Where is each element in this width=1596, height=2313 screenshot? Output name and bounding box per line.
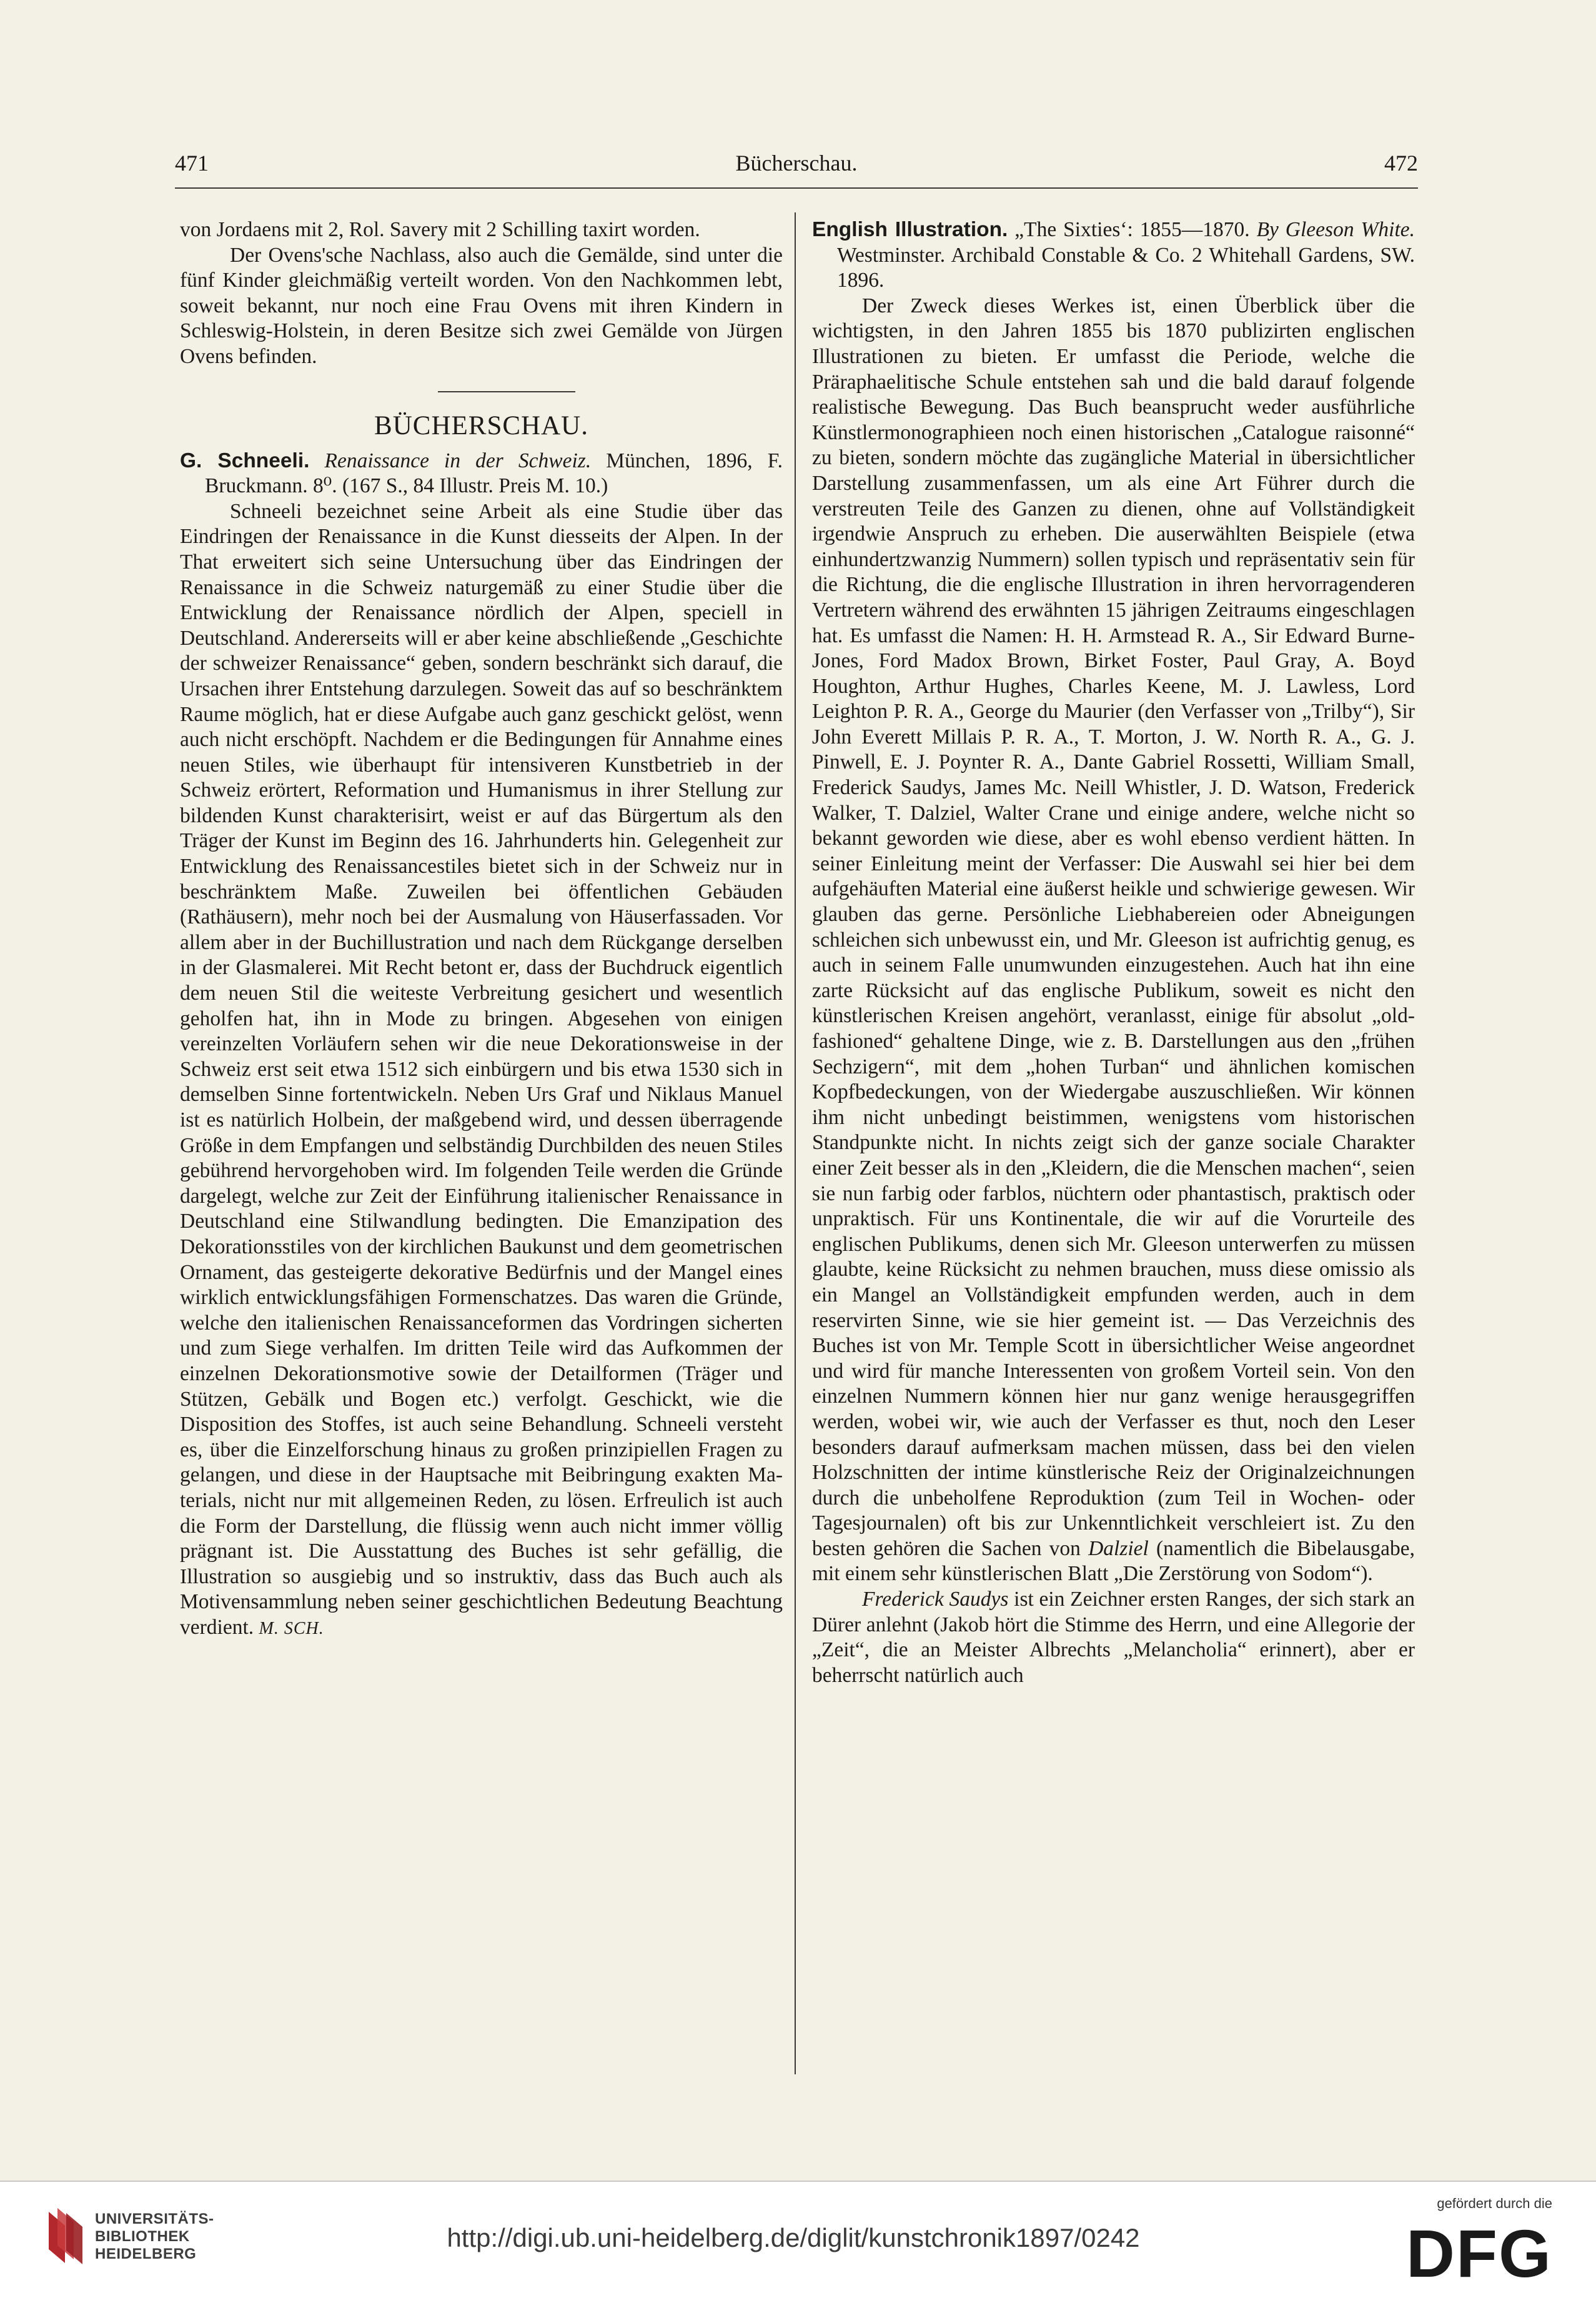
review-text-part3: ist ein Zeichner ersten Ranges, der sich stark an Dürer anlehnt (Jakob hört die Stimme des Herrn, und eine Allegorie der „Zeit“, die an Meister Albrechts „Melancholia“ erinnert), aber er beherrscht natürlich auch [812,1588,1415,1687]
column-divider [795,212,796,2074]
review-signature: M. SCH. [259,1618,324,1638]
review-book-title: Renaissance in der Schweiz. [324,449,592,472]
review-book-title: English Illustration. [812,218,1008,241]
review-imprint: München, 1896, F. Bruckmann. 8⁰. (167 S., 84 Illustr. Preis M. 10.) [205,449,783,498]
library-name-line: UNIVERSITÄTS- [95,2211,214,2227]
continuation-paragraph: von Jordaens mit 2, Rol. Savery mit 2 Schilling taxirt worden. [180,218,700,241]
permalink-url[interactable]: http://digi.ub.uni-heidelberg.de/diglit/kunstchronik1897/0242 [447,2223,1140,2252]
section-rule [438,391,575,392]
review-heading-english-illustration [812,217,1415,294]
dfg-logo: DFG [1406,2216,1552,2291]
review-body-saudys [812,1587,1415,1688]
review-imprint: Westminster. Archibald Constable & Co. 2 Whitehall Gardens, SW. 1896. [837,243,1415,292]
artist-name-saudys: Frederick Saudys [862,1588,1009,1611]
page-number-left: 471 [175,151,209,176]
artist-name-dalziel: Dalziel [1088,1536,1149,1560]
library-name [95,2211,214,2263]
library-name-line: HEIDELBERG [95,2246,197,2262]
right-column [812,217,1415,1688]
funding-caption: gefördert durch die [1437,2196,1552,2211]
left-column [180,217,783,1641]
review-heading-schneeli [180,449,783,499]
review-text: Schneeli bezeichnet seine Arbeit als eine Studie über das Eindringen der Renaissance in die Kunst diesseits der Alpen. In der That erweitert sich seine Untersuchung über das Eindringen der Renaissance in die Schweiz naturgemäß zu einer Studie über die Entwicklung der Renaissance nördlich der Alpen, speciell in Deutschland. Andererseits will er aber keine abschließende „Geschichte der schweizer Renaissance“ geben, sondern beschränkt sich darauf, die Ursachen ihrer Entstehung darzulegen. Soweit das auf so beschränktem Raume möglich, hat er diese Aufgabe auch ganz geschickt gelöst, wenn auch nicht erschöpft. Nachdem er die Bedingungen für Annahme eines neuen Stiles, wie überhaupt für intensiveren Kunstbetrieb in der Schweiz erörtert, Reformation und Humanismus in ihrer Stellung zur bildenden Kunst charakterisirt, weist er auf das Bürgertum als den Träger der Kunst im Beginn des 16. Jahrhunderts hin. Gelegenheit zur Entwicklung des Renaissancestiles bietet sich in der Schweiz nur in beschränktem Maße. Zuweilen bei öffentlichen Gebäuden (Rathäusern), mehr noch bei der Ausmalung von Häuserfassaden. Vor allem aber in der Buchillustration und nach dem Rückgange derselben in der Glasmalerei. Mit Recht betont er, dass der Buchdruck eigentlich dem neuen Stil die weiteste Verbreitung gesichert und wesentlich geholfen hat, ihn in Mode zu bringen. Abgesehen von einigen vereinzelten Vorläufern sehen wir die neue Dekorationsweise in der Schweiz erst seit etwa 1512 sich einbürgern und bis etwa 1530 sich in demselben Sinne fortentwickeln. Neben Urs Graf und Niklaus Manuel ist es natürlich Holbein, der maßgebend wird, und dessen überragende Größe in dem Empfangen und selbständig Durchbilden des neuen Stiles gebührend hervorgehoben wird. Im folgenden Teile werden die Gründe dargelegt, welche zur Zeit der Einführung italienischer Renaissance in Deutschland eine Stilwandlung bedingten. Die Emanzipation des Dekorationsstiles von der kirchlichen Baukunst und dem geometrischen Ornament, das gesteigerte dekorative Bedürfnis und der Mangel eines wirklich entwicklungsfähigen Formenschatzes. Das waren die Gründe, welche den italienischen Renaissanceformen das Vordringen sicherten und zum Siege verhalfen. Im dritten Teile wird das Aufkommen der einzelnen Dekorationsmotive sowie der Detailformen (Träger und Stützen, Gebälk und Bogen etc.) verfolgt. Geschickt, wie die Disposition des Stoffes, ist auch seine Behandlung. Schneeli versteht es, über die Einzelforschung hinaus zu großen prinzipiellen Fragen zu gelangen, und diese in der Hauptsache mit Beibringung exakten Materials, nicht nur mit allgemeinen Reden, zu lösen. Erfreulich ist auch die Form der Darstellung, die flüssig wenn auch nicht immer völlig prägnant ist. Die Ausstattung des Buches ist sehr gefällig, die Illustration so ausgiebig und so instruktiv, dass das Buch auch als Motivensammlung neben seiner geschichtlichen Bedeutung Beachtung verdient. [180,499,783,1639]
review-author: By Gleeson White. [1256,218,1415,241]
university-library-logo-icon [44,2207,86,2268]
page-header [175,150,1418,187]
review-citation: „The Sixties‘: 1855—1870. [1014,218,1250,241]
review-text-part2: (namentlich die Bibelausgabe, mit einem sehr künstlerischen Blatt „Die Zerstörung von Sodom“). [812,1536,1415,1586]
review-author: G. Schneeli. [180,449,310,472]
library-name-line: BIBLIOTHEK [95,2228,190,2245]
header-rule [175,187,1418,189]
review-body-schneeli [180,499,783,1642]
running-title: Bücherschau. [735,151,858,176]
digitization-footer [0,2181,1596,2313]
review-body-english-illustration [812,294,1415,1587]
section-title: BÜCHERSCHAU. [374,410,588,440]
ovens-paragraph: Der Ovens'sche Nachlass, also auch die Gemälde, sind unter die fünf Kinder gleichmäßig verteilt worden. Von den Nachkommen lebt, soweit bekannt, nur noch eine Frau Ovens mit ihren Kindern in Schleswig-Holstein, in deren Besitze sich zwei Gemälde von Jürgen Ovens befinden. [180,243,783,368]
page-number-right: 472 [1384,151,1418,176]
review-text-part1: Der Zweck dieses Werkes ist, einen Überblick über die wichtigsten, in den Jahren 1855 bis 1870 publizirten englischen Illustrationen zu bieten. Er umfasst die Periode, welche die Präraphaelitische Schule entstehen sah und die bald darauf folgende realistische Bewegung. Das Buch beansprucht weder ausführliche Künstlermonographieen noch einen historischen „Catalogue raisonné“ zu bieten, sondern möchte das zugängliche Material in übersichtlicher Darstellung zusammenfassen, um als eine Art Führer durch die verstreuten Teile des Ganzen zu dienen, ohne auf Vollständigkeit irgendwie Anspruch zu erheben. Die auserwählten Beispiele (etwa einhundertzwanzig Nummern) sollen typisch und repräsentativ sein für die Richtung, die die englische Illustration in ihren hervorragenderen Vertretern während des erwähnten 15 jährigen Zeitraums eingeschlagen hat. Es umfasst die Namen: H. H. Armstead R. A., Sir Edward Burne-Jones, Ford Madox Brown, Birket Foster, Paul Gray, A. Boyd Houghton, Arthur Hughes, Charles Keene, M. J. Lawless, Lord Leighton P. R. A., George du Maurier (den Verfasser von „Trilby“), Sir John Everett Millais P. R. A., T. Morton, J. W. North R. A., G. J. Pinwell, E. J. Poynter R. A., Dante Gabriel Rossetti, William Small, Frederick Saudys, James Mc. Neill Whistler, J. D. Watson, Frederick Walker, T. Dalziel, Walter Crane und einige andere, welche nicht so bekannt geworden wie diese, aber es wohl ebenso verdient hätten. In seiner Einleitung meint der Verfasser: Die Auswahl sei hier bei dem aufgehäuften Material eine äußerst heikle und schwierige gewesen. Wir glauben das gerne. Persönliche Liebhabereien oder Abneigungen schleichen sich unbewusst ein, und Mr. Gleeson ist aufrichtig genug, es auch in seinem Falle unumwunden einzugestehen. Auch hat ihn eine zarte Rücksicht auf das englische Publikum, soweit es nicht den künstlerischen Kreisen angehört, veranlasst, einige für absolut „old-fashioned“ gehaltene Dinge, wie z. B. Darstellungen aus den „frühen Sechzigern“, mit dem „hohen Turban“ und ähnlichen komischen Kopfbedeckungen, von der Wiedergabe auszuschließen. Wir können ihm nicht unbedingt beistimmen, wenigstens vom historischen Standpunkte nicht. In nichts zeigt sich der ganze sociale Charakter einer Zeit besser als in den „Kleidern, die die Menschen machen“, seien sie nun farbig oder farblos, nüchtern oder phantastisch, praktisch oder unpraktisch. Für uns Kontinentale, die wir auf die Vorurteile des englischen Publikums, denen sich Mr. Gleeson unterwerfen zu müssen glaubte, keine Rücksicht zu nehmen brauchen, muss diese omissio als ein Mangel an Vollständigkeit empfunden werden, auch in dem reservirten Sinne, wie sie hier gemeint ist. — Das Verzeichnis des Buches ist von Mr. Temple Scott in übersichtlicher Weise angeordnet und wird für manche Interessenten von großem Vorteil sein. Von den einzelnen Nummern können hier nur ganz wenige herausgegriffen werden, wobei wir, wie auch der Verfasser es thut, noch den Leser besonders darauf aufmerksam machen müssen, dass bei den vielen Holzschnitten der intime künstlerische Reiz der Originalzeichnungen durch die unbeholfene Reproduktion (zum Teil in Wochen- oder Tagesjournalen) oft bis zur Unkenntlichkeit verschleiert ist. Zu den besten gehören die Sachen von [812,294,1415,1560]
